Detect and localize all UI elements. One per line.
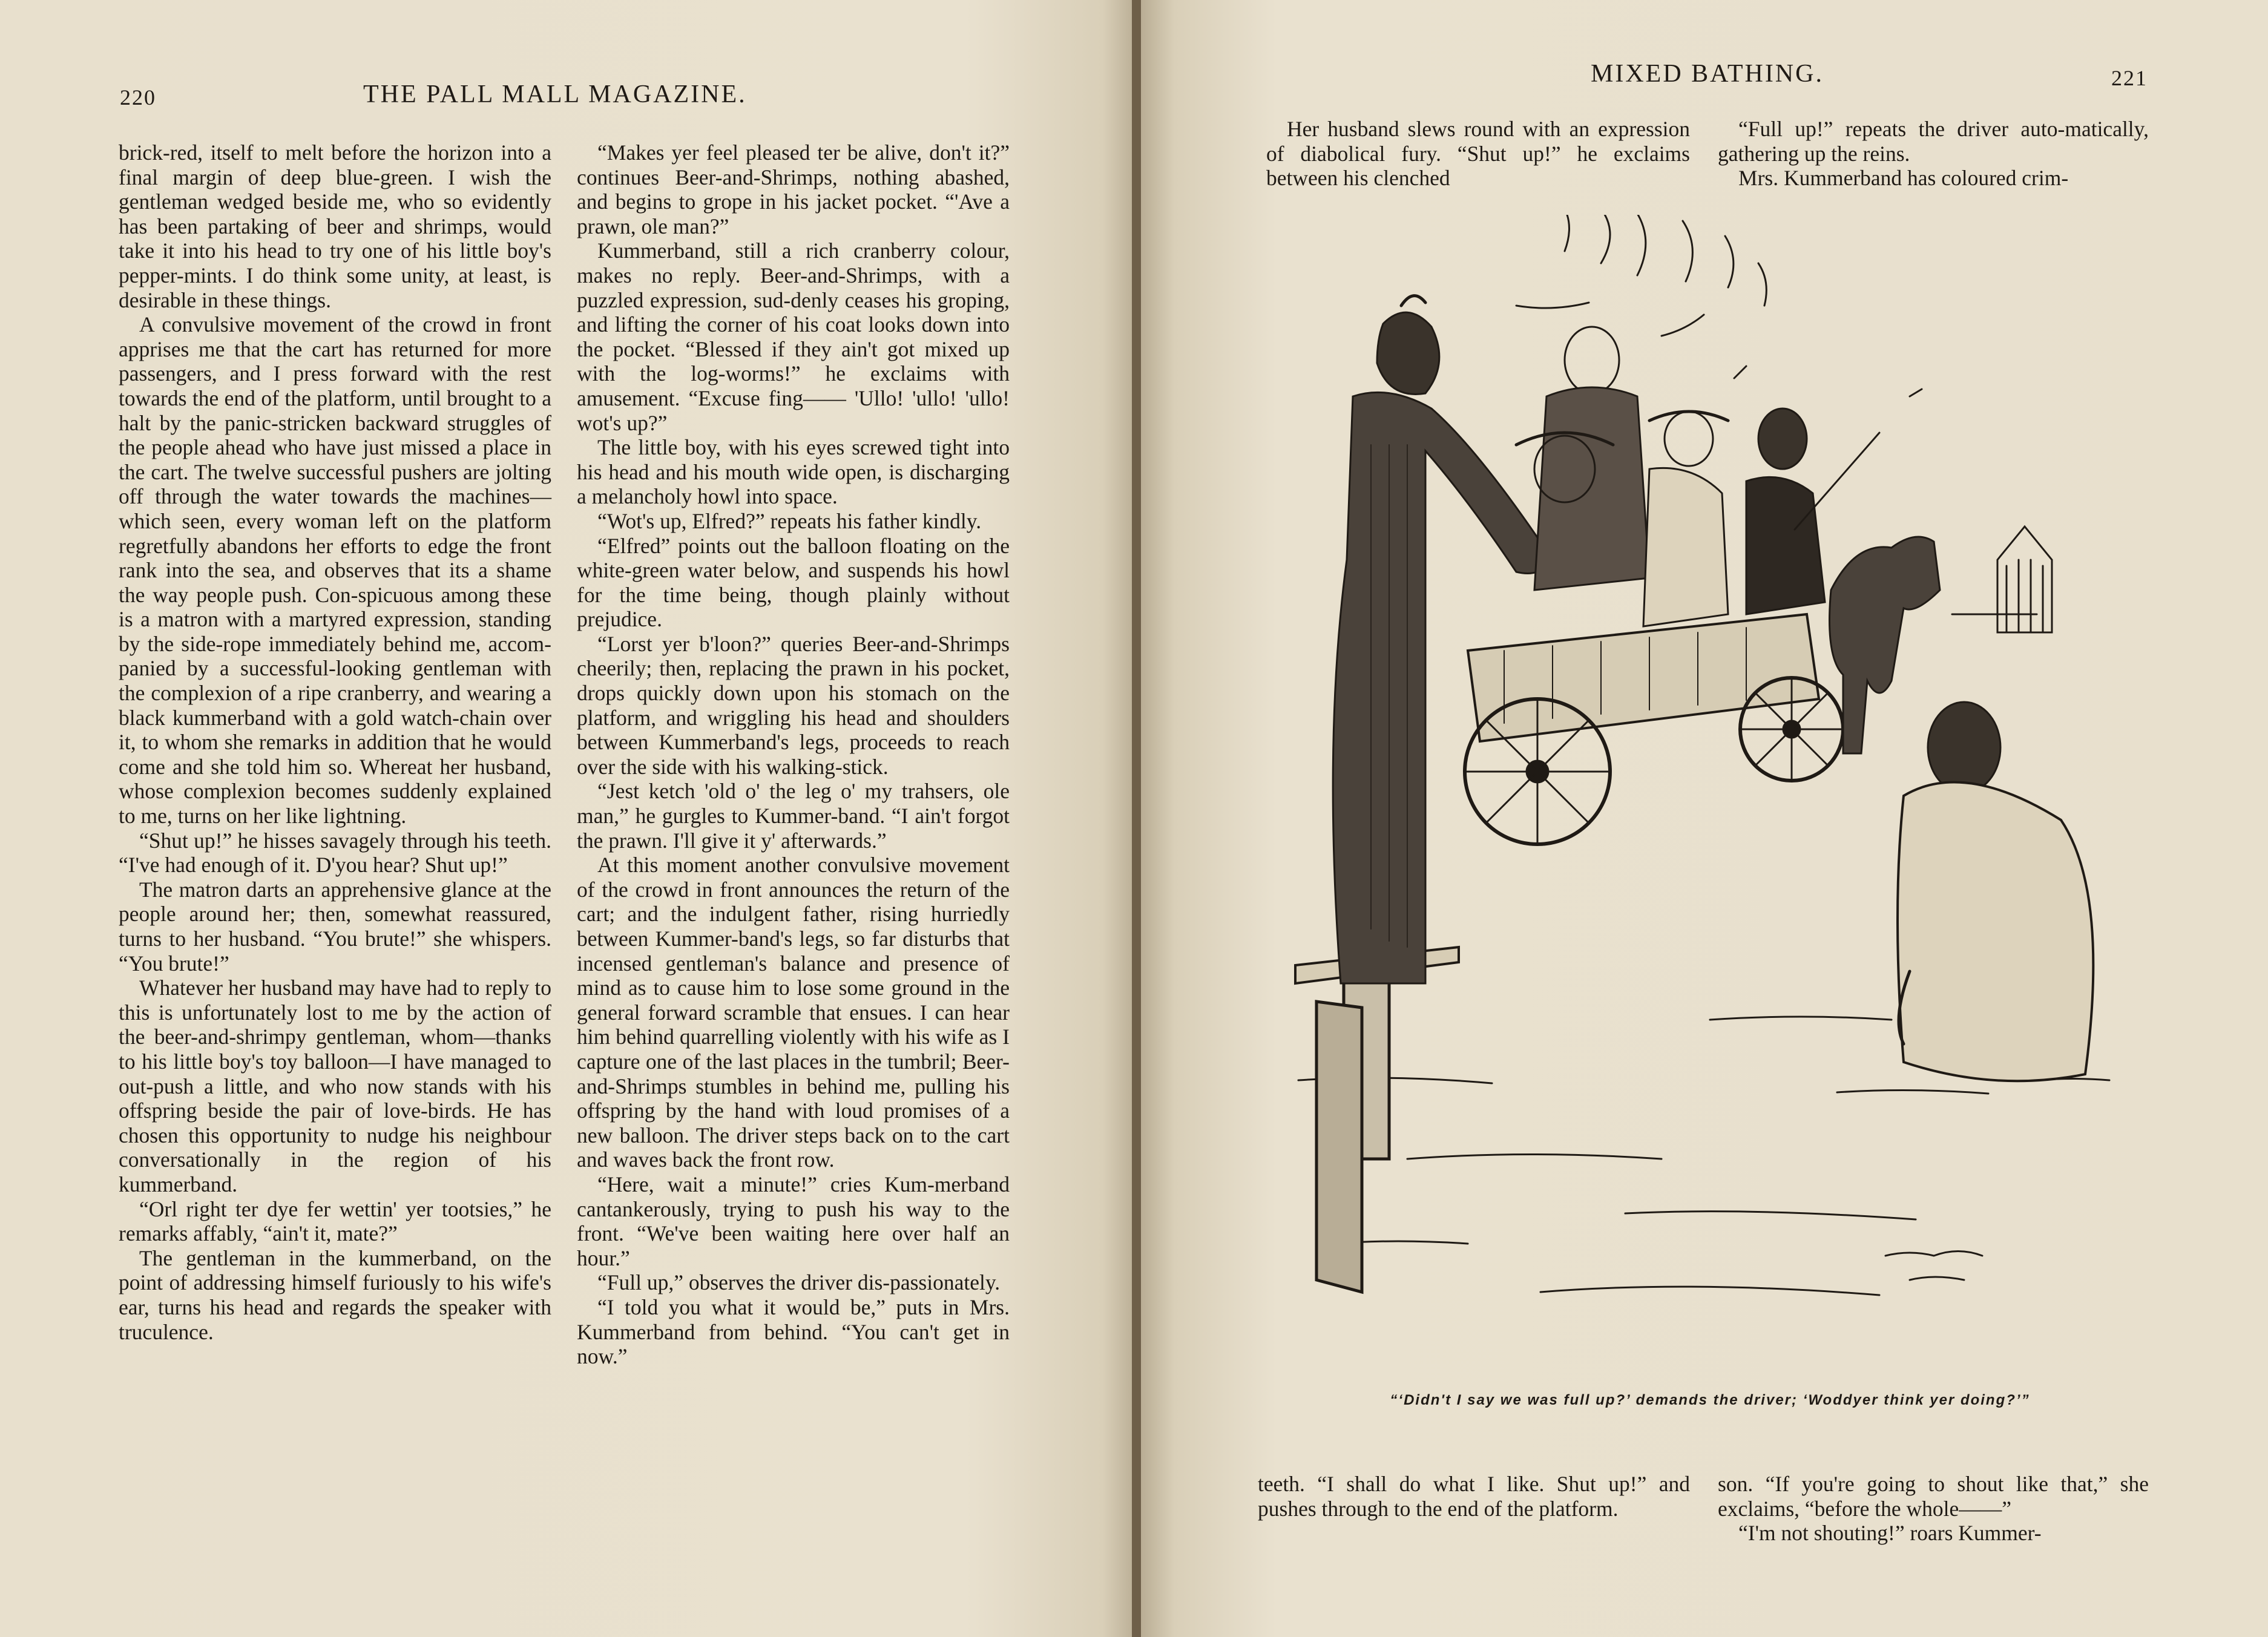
paragraph: Whatever her husband may have had to reply to this is unfortunately lost to me by the action of the beer-and-shrimpy gentleman, whom—thanks to his little boy's toy balloon—I have managed to out-push a little, and who now stands with his offspring beside the pair of love-birds. He has chosen this opportunity to nudge his neighbour conversationally in the region of his kummerband. (119, 976, 551, 1196)
running-head-right: MIXED BATHING. (1591, 60, 1824, 88)
illustration-caption: “‘Didn't I say we was full up?’ demands the driver; ‘Woddyer think yer doing?’” (1390, 1392, 2030, 1408)
paragraph: son. “If you're going to shout like that,” she exclaims, “before the whole——” (1718, 1472, 2149, 1521)
smoke-line (1565, 215, 1570, 251)
page-number-left: 220 (120, 85, 156, 110)
illustration (1262, 215, 2158, 1386)
paragraph: “Here, wait a minute!” cries Kum-merband cantankerously, trying to push his way to the front. “We've been waiting here over half an hour.” (577, 1172, 1010, 1270)
text-column-right-top-2 (1718, 117, 2149, 191)
paragraph: Mrs. Kummerband has coloured crim- (1738, 166, 2069, 191)
paragraph: A convulsive movement of the crowd in front apprises me that the cart has returned for more passengers, and I press forward with the rest towards the end of the platform, until brought to a halt by the panic-stricken backward struggles of the people ahead who have just missed a place in the cart. The twelve successful pushers are jolting off through the water towards the machines—which seen, every woman left on the platform regretfully abandons her efforts to edge the front rank into the sea, and observes that its a shame the way people push. Con-spicuous among these is a matron with a martyred expression, standing by the side-rope immediately behind me, accom-panied by a successful-looking gentleman with the complexion of a ripe cranberry, and wearing a black kummerband with a gold watch-chain over it, to whom she remarks in addition that he would come and she told him so. Whereat her husband, whose complexion becomes suddenly explained to me, turns on her like lightning. (119, 312, 551, 828)
paragraph: brick-red, itself to melt before the horizon into a final margin of deep blue-green. I wish the gentleman wedged beside me, who so evidently has been partaking of beer and shrimps, would take it into his head to try one of his little boy's pepper-mints. I do think some unity, at least, is desirable in these things. (119, 140, 551, 312)
paragraph: “Full up,” observes the driver dis-passionately. (597, 1270, 1001, 1295)
paragraph: The little boy, with his eyes screwed tight into his head and his mouth wide open, is discharging a melancholy howl into space. (577, 435, 1010, 509)
paragraph: “Jest ketch 'old o' the leg o' my trahsers, ole man,” he gurgles to Kummer-band. “I ain't forgot the prawn. I'll give it y' afterwards.” (577, 779, 1010, 853)
paragraph: “Elfred” points out the balloon floating on the white-green water below, and suspends his howl for the time being, though plainly without prejudice. (577, 533, 1010, 632)
text-column-1 (119, 140, 551, 1344)
text-column-right-top-1 (1266, 117, 1690, 191)
text-column-2 (577, 140, 1010, 1369)
paragraph: “Makes yer feel pleased ter be alive, don't it?” continues Beer-and-Shrimps, nothing abashed, and begins to grope in his jacket pocket. “'Ave a prawn, ole man?” (577, 140, 1010, 238)
text-column-right-bottom-1 (1258, 1472, 1690, 1521)
paragraph: “Wot's up, Elfred?” repeats his father kindly. (597, 508, 982, 533)
text-column-right-bottom-2 (1718, 1472, 2149, 1546)
paragraph: Her husband slews round with an expression of diabolical fury. “Shut up!” he exclaims between his clenched (1266, 117, 1690, 191)
paragraph: “Orl right ter dye fer wettin' yer tootsies,” he remarks affably, “ain't it, mate?” (119, 1196, 551, 1246)
paragraph: At this moment another convulsive movement of the crowd in front announces the return of the cart; and the indulgent father, rising hurriedly between Kummer-band's legs, so far disturbs that incensed gentleman's balance and presence of mind as to cause him to lose some ground in the general forward scramble that ensues. I can hear him behind quarrelling violently with his wife as I capture one of the last places in the tumbril; Beer-and-Shrimps stumbles in behind me, pulling his offspring by the hand with loud promises of a new balloon. The driver steps back on to the cart and waves back the front row. (577, 853, 1010, 1172)
paragraph: “I'm not shouting!” roars Kummer- (1738, 1521, 2042, 1546)
paragraph: teeth. “I shall do what I like. Shut up!” and pushes through to the end of the platform. (1258, 1472, 1690, 1521)
page-number-right: 221 (2111, 66, 2148, 90)
paragraph: The matron darts an apprehensive glance at the people around her; then, somewhat reassured, turns to her husband. “You brute!” she whispers. “You brute!” (119, 877, 551, 976)
paragraph: Kummerband, still a rich cranberry colour, makes no reply. Beer-and-Shrimps, with a puzzled expression, sud-denly ceases his groping, and lifting the corner of his coat looks down into the pocket. “Blessed if they ain't got mixed up with the log-worms!” he exclaims with amusement. “Excuse fing—— 'Ullo! 'ullo! 'ullo! wot's up?” (577, 238, 1010, 435)
paragraph: The gentleman in the kummerband, on the point of addressing himself furiously to his wife's ear, turns his head and regards the speaker with truculence. (119, 1245, 551, 1344)
paragraph: “Lorst yer b'loon?” queries Beer-and-Shrimps cheerily; then, replacing the prawn in his pocket, drops quickly down upon his stomach on the platform, and wriggling his head and shoulders between Kummerband's legs, proceeds to reach over the side with his walking-stick. (577, 631, 1010, 779)
paragraph: “Full up!” repeats the driver auto-matically, gathering up the reins. (1718, 117, 2149, 166)
paragraph: “I told you what it would be,” puts in Mrs. Kummerband from behind. “You can't get in now.” (577, 1294, 1010, 1369)
running-head-left: THE PALL MALL MAGAZINE. (363, 80, 747, 108)
paragraph: “Shut up!” he hisses savagely through his teeth. “I've had enough of it. D'you hear? Shut up!” (119, 828, 551, 878)
